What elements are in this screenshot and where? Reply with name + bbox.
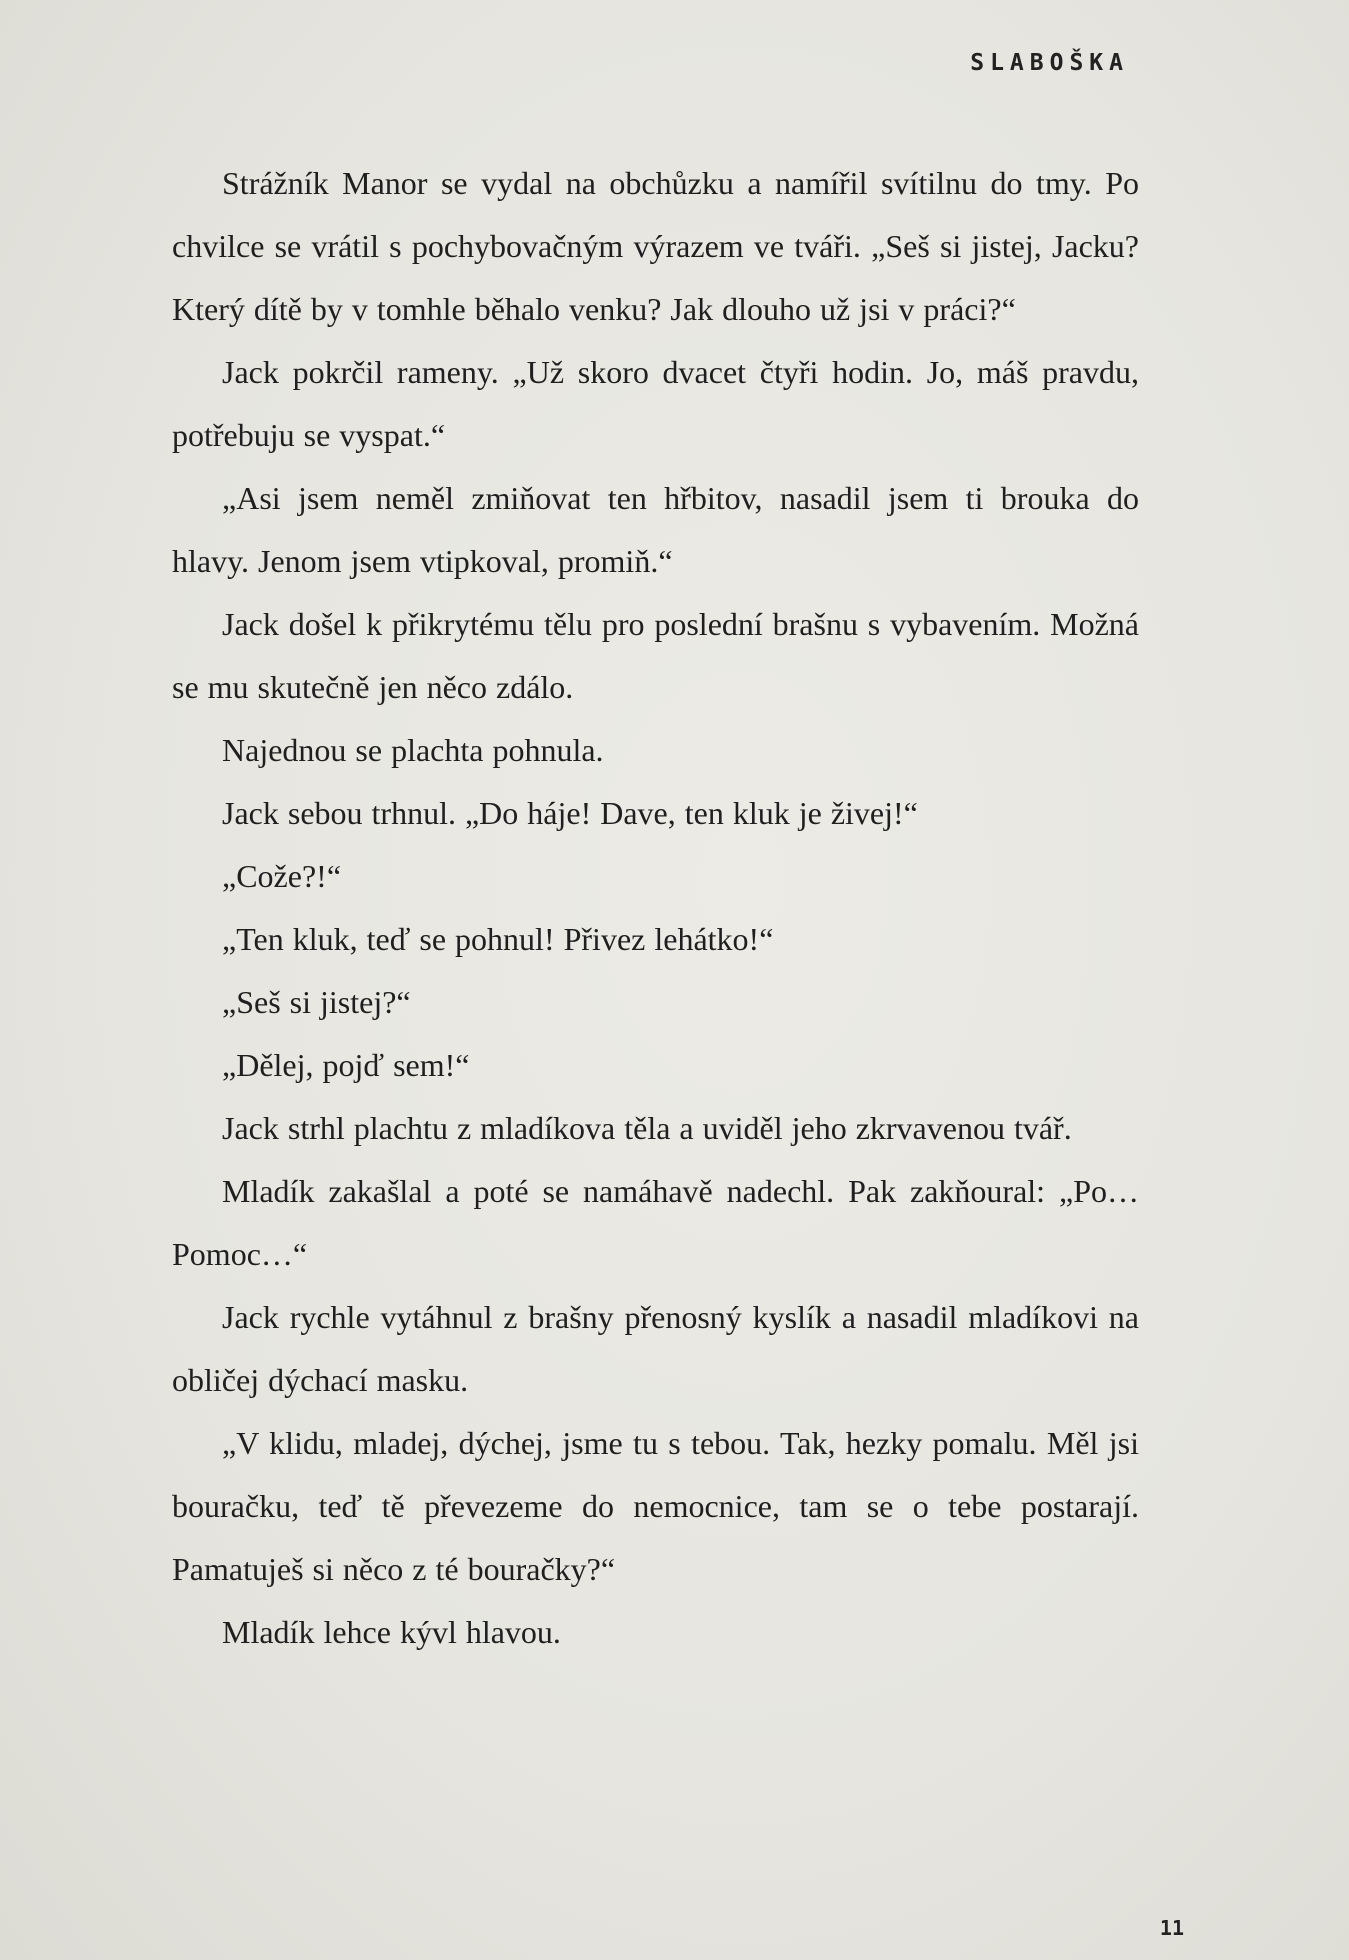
paragraph: Mladík zakašlal a poté se namáhavě nadechl. Pak zakňoural: „Po… Pomoc…“ xyxy=(172,1173,1139,1272)
paragraph: Najednou se plachta pohnula. xyxy=(222,732,604,768)
paragraph: Jack rychle vytáhnul z brašny přenosný kyslík a nasadil mladíkovi na obličej dýchací masku. xyxy=(172,1299,1139,1398)
paragraph: Jack došel k přikrytému tělu pro poslední brašnu s vybavením. Možná se mu skutečně jen něco zdálo. xyxy=(172,606,1139,705)
paragraph: „V klidu, mladej, dýchej, jsme tu s tebou. Tak, hezky pomalu. Měl jsi bouračku, teď tě převezeme do nemocnice, tam se o tebe postarají. Pamatuješ si něco z té bouračky?“ xyxy=(172,1425,1139,1587)
paragraph: Jack strhl plachtu z mladíkova těla a uviděl jeho zkrvavenou tvář. xyxy=(222,1110,1072,1146)
paragraph: „Cože?!“ xyxy=(222,858,342,894)
paragraph: Jack pokrčil rameny. „Už skoro dvacet čtyři hodin. Jo, máš pravdu, potřebuju se vyspat.“ xyxy=(172,354,1139,453)
running-header: SLABOŠKA xyxy=(970,50,1129,76)
text-body xyxy=(172,152,1139,1664)
paragraph: Mladík lehce kývl hlavou. xyxy=(222,1614,561,1650)
paragraph: „Asi jsem neměl zmiňovat ten hřbitov, nasadil jsem ti brouka do hlavy. Jenom jsem vtipkoval, promiň.“ xyxy=(172,480,1139,579)
page-number: 11 xyxy=(1159,1916,1184,1940)
paragraph: „Seš si jistej?“ xyxy=(222,984,411,1020)
paragraph: „Ten kluk, teď se pohnul! Přivez lehátko!“ xyxy=(222,921,774,957)
paragraph: Jack sebou trhnul. „Do háje! Dave, ten kluk je živej!“ xyxy=(222,795,918,831)
paragraph: „Dělej, pojď sem!“ xyxy=(222,1047,470,1083)
paragraph: Strážník Manor se vydal na obchůzku a namířil svítilnu do tmy. Po chvilce se vrátil s pochybovačným výrazem ve tváři. „Seš si jistej, Jacku? Který dítě by v tomhle běhalo venku? Jak dlouho už jsi v práci?“ xyxy=(172,165,1139,327)
